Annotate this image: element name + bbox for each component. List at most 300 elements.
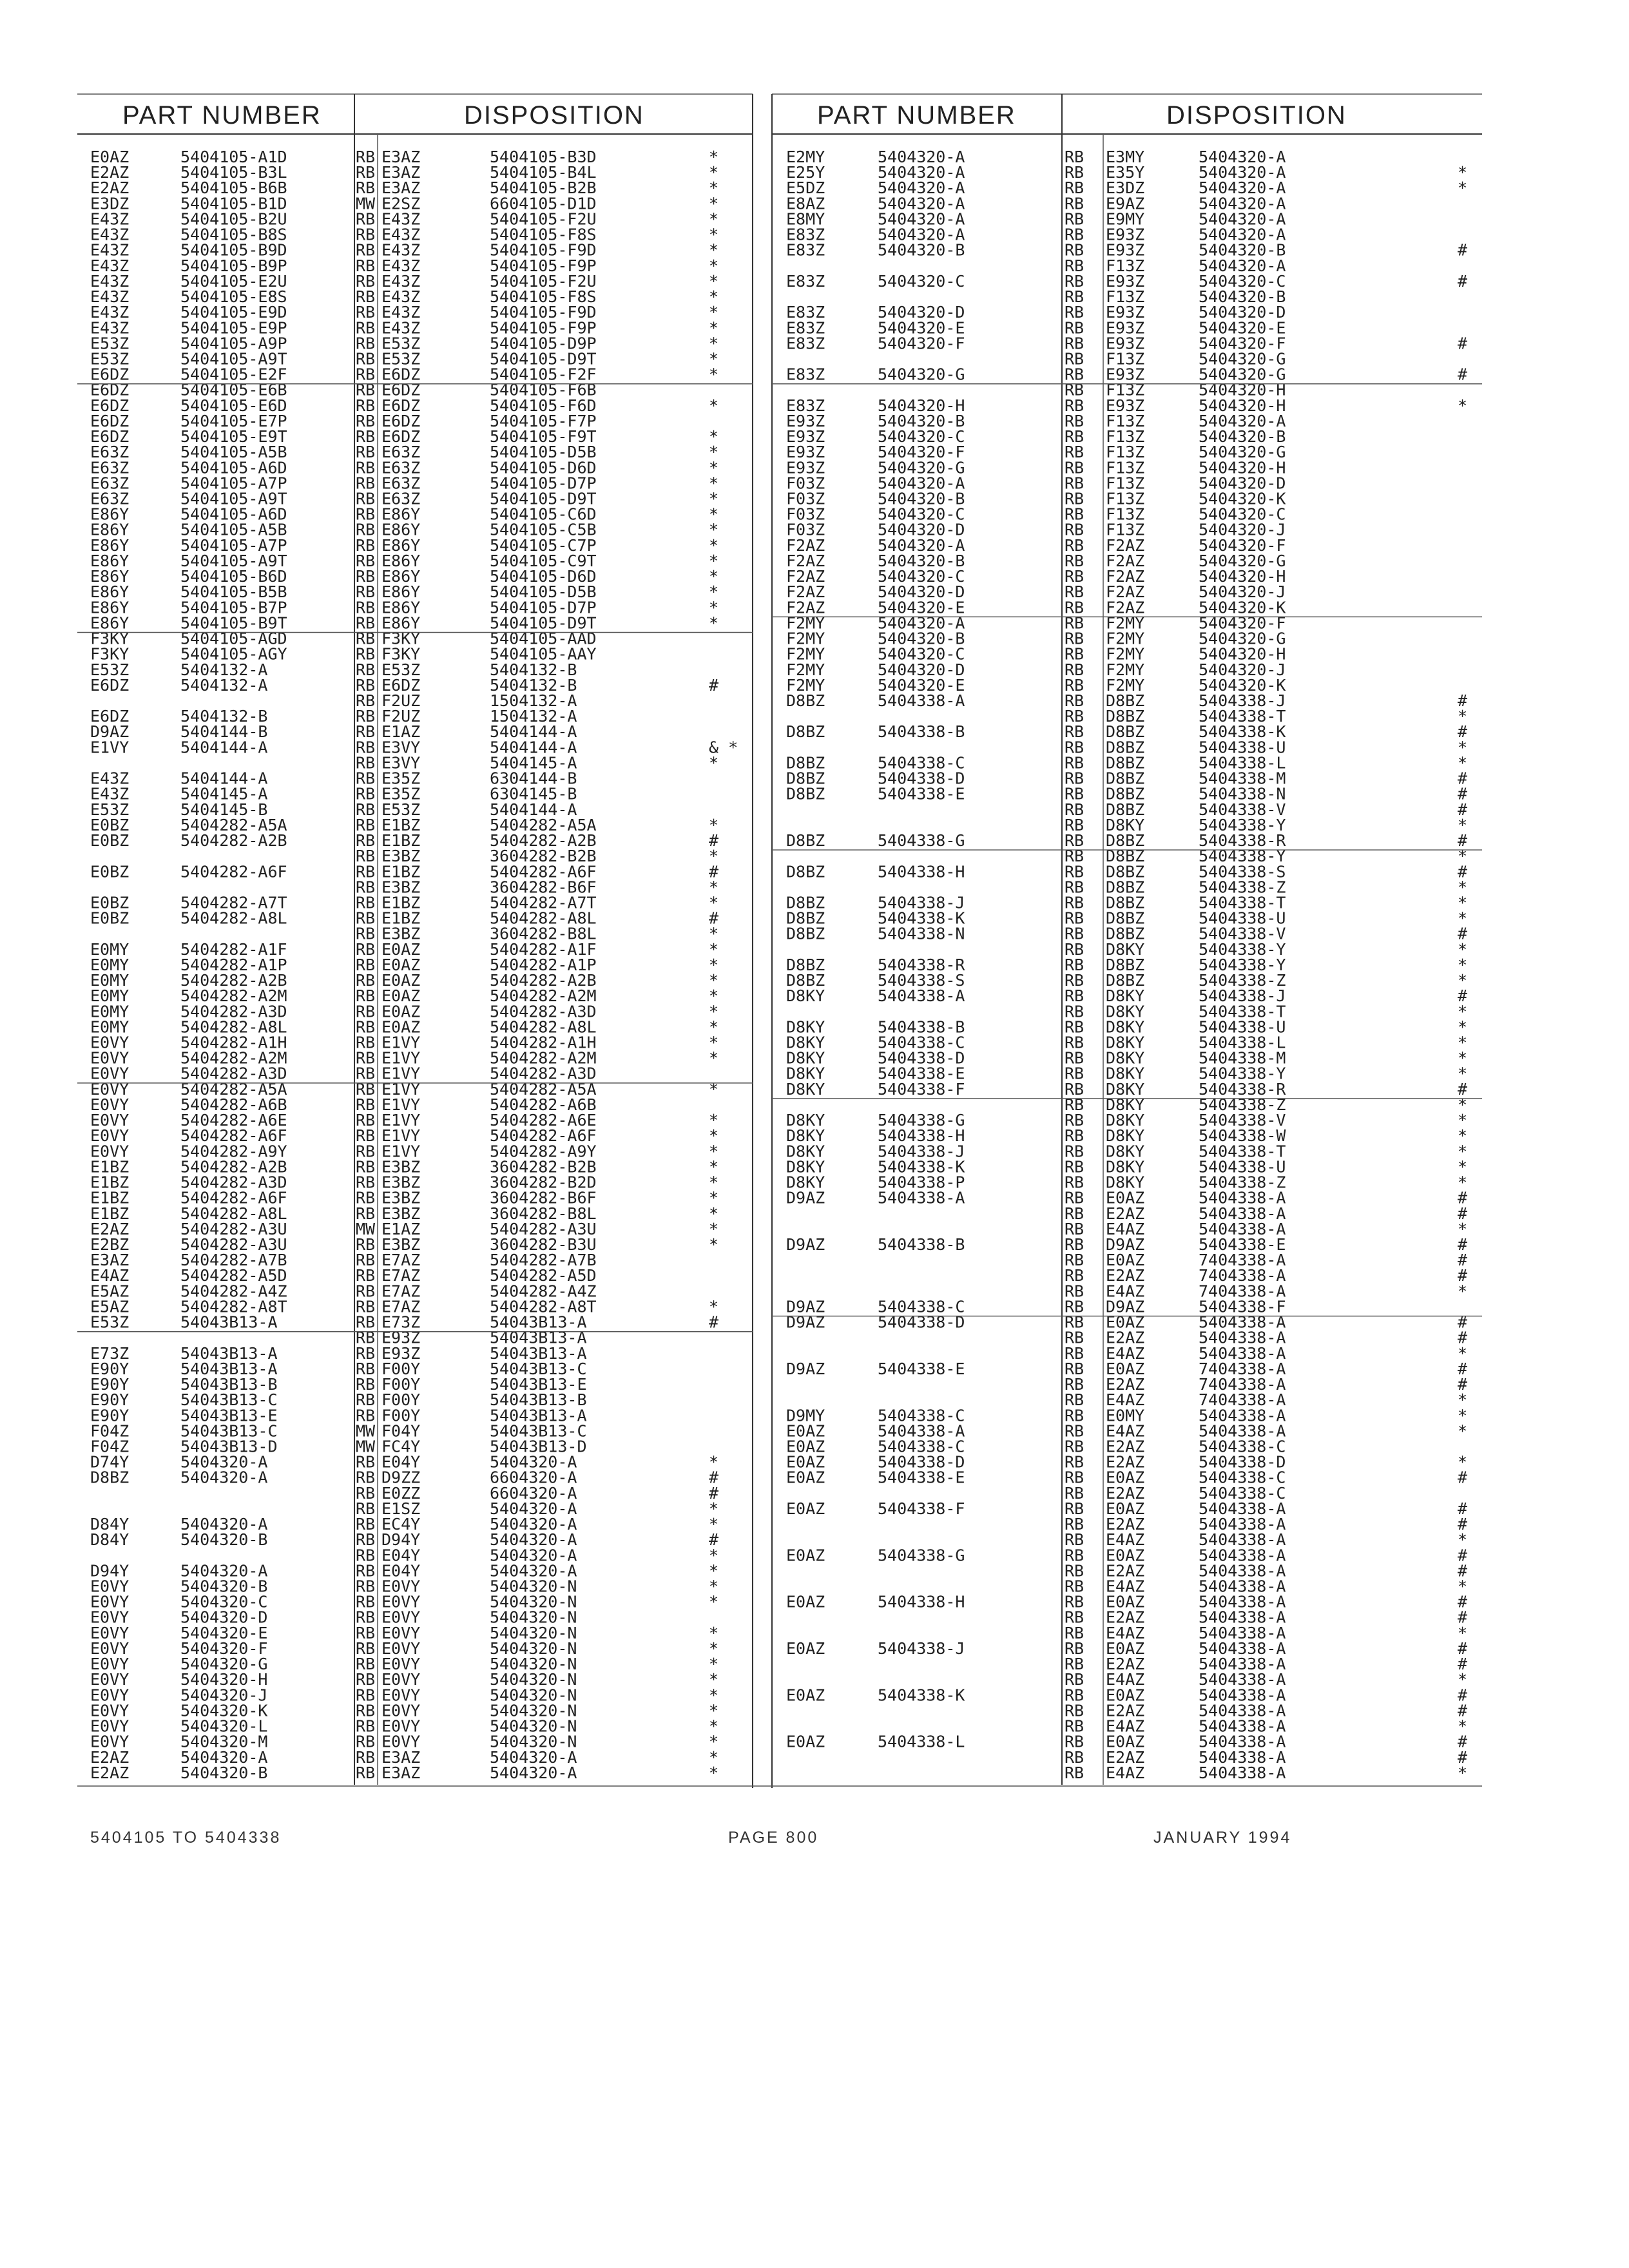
cell-new-part: 5404105-C9T	[490, 552, 597, 570]
cell-prefix: F2MY	[786, 613, 825, 633]
cell-new-prefix: F13Z	[1106, 505, 1145, 524]
cell-new-part: 5404338-Z	[1199, 878, 1286, 897]
cell-new-prefix: D8KY	[1106, 1142, 1145, 1161]
cell-new-prefix: E2AZ	[1106, 1328, 1145, 1347]
cell-flag: *	[709, 971, 719, 990]
cell-new-part: 5404338-U	[1199, 1157, 1286, 1177]
cell-new-part: 5404338-A	[1199, 1421, 1286, 1441]
cell-code: RB	[356, 800, 376, 819]
cell-part: 5404105-E2F	[180, 365, 287, 384]
cell-prefix: E0VY	[90, 1064, 130, 1083]
cell-code: RB	[356, 334, 376, 353]
cell-prefix: E83Z	[786, 318, 825, 338]
cell-flag: *	[1458, 1530, 1468, 1550]
cell-new-prefix: E0VY	[381, 1655, 421, 1674]
cell-new-part: 5404338-Z	[1199, 971, 1286, 990]
cell-new-prefix: E0AZ	[381, 986, 421, 1006]
cell-flag: #	[709, 908, 719, 928]
cell-part: 5404282-A2M	[180, 1048, 287, 1068]
cell-prefix: E83Z	[786, 303, 825, 322]
cell-code: RB	[356, 1561, 376, 1581]
cell-prefix: D8BZ	[786, 924, 825, 943]
cell-code: RB	[1065, 552, 1084, 570]
cell-code: RB	[356, 1530, 376, 1550]
cell-prefix: F2MY	[786, 629, 825, 648]
cell-new-part: 5404338-C	[1199, 1483, 1286, 1503]
cell-new-part: 5404338-T	[1199, 893, 1286, 912]
cell-new-part: 5404338-A	[1199, 1188, 1286, 1207]
cell-new-part: 5404338-A	[1199, 1701, 1286, 1720]
cell-prefix: E90Y	[90, 1390, 130, 1410]
cell-part: 5404320-A	[180, 1561, 268, 1581]
cell-new-part: 5404338-U	[1199, 738, 1286, 757]
cell-code: RB	[1065, 1468, 1084, 1487]
cell-part: 5404320-A	[180, 1468, 268, 1487]
cell-part: 5404320-G	[878, 458, 965, 477]
cell-part: 5404338-C	[878, 1406, 965, 1425]
cell-part: 5404282-A6E	[180, 1111, 287, 1130]
cell-part: 5404338-F	[878, 1079, 965, 1099]
cell-prefix: E0BZ	[90, 815, 130, 834]
cell-flag: *	[1458, 1343, 1468, 1363]
cell-code: MW	[356, 1421, 376, 1441]
cell-part: 5404338-C	[878, 753, 965, 773]
cell-new-part: 5404338-V	[1199, 924, 1286, 943]
cell-new-prefix: D8BZ	[1106, 971, 1145, 990]
cell-new-prefix: E4AZ	[1106, 1421, 1145, 1441]
cell-new-prefix: F2UZ	[381, 691, 421, 710]
cell-new-part: 5404320-N	[490, 1732, 577, 1751]
cell-part: 5404338-H	[878, 862, 965, 881]
cell-flag: #	[1458, 1312, 1468, 1332]
cell-new-prefix: F00Y	[381, 1375, 421, 1394]
cell-new-prefix: E0AZ	[1106, 1312, 1145, 1332]
cell-prefix: E63Z	[90, 443, 130, 462]
cell-part: 5404338-A	[878, 1421, 965, 1441]
cell-part: 5404320-C	[878, 271, 965, 291]
cell-code: RB	[1065, 209, 1084, 229]
cell-new-prefix: E93Z	[1106, 225, 1145, 244]
cell-new-part: 7404338-A	[1199, 1390, 1286, 1410]
cell-prefix: E0MY	[90, 939, 130, 959]
cell-new-prefix: D8KY	[1106, 815, 1145, 834]
cell-new-prefix: E43Z	[381, 209, 421, 229]
cell-part: 5404105-E8S	[180, 287, 287, 306]
cell-new-part: 3604282-B8L	[490, 1204, 597, 1223]
cell-new-prefix: E43Z	[381, 287, 421, 306]
cell-part: 5404105-E9D	[180, 303, 287, 322]
cell-flag: *	[709, 427, 719, 447]
cell-code: RB	[1065, 1002, 1084, 1021]
cell-part: 5404338-H	[878, 1126, 965, 1146]
cell-part: 5404105-AGY	[180, 644, 287, 664]
cell-prefix: D9AZ	[786, 1235, 825, 1254]
cell-flag: #	[1458, 1655, 1468, 1674]
cell-code: RB	[356, 878, 376, 897]
cell-part: 5404105-B2U	[180, 209, 287, 229]
cell-prefix: E0VY	[90, 1048, 130, 1068]
cell-new-prefix: E1VY	[381, 1079, 421, 1099]
cell-code: RB	[1065, 427, 1084, 447]
cell-code: RB	[1065, 1623, 1084, 1642]
cell-new-part: 5404105-B2B	[490, 178, 597, 198]
cell-new-part: 6604105-D1D	[490, 194, 597, 213]
cell-new-prefix: E86Y	[381, 552, 421, 570]
cell-prefix: E83Z	[786, 271, 825, 291]
cell-new-part: 5404282-A8L	[490, 1017, 597, 1037]
cell-part: 5404320-D	[878, 520, 965, 539]
cell-prefix: D8BZ	[786, 955, 825, 974]
cell-flag: #	[709, 1483, 719, 1503]
cell-part: 5404320-C	[878, 644, 965, 664]
cell-new-prefix: D8BZ	[1106, 738, 1145, 757]
cell-part: 5404320-A	[878, 148, 965, 166]
cell-new-prefix: E4AZ	[1106, 1282, 1145, 1301]
cell-code: RB	[1065, 505, 1084, 524]
cell-new-prefix: D8BZ	[1106, 691, 1145, 710]
cell-prefix: E0AZ	[786, 1732, 825, 1751]
cell-new-prefix: E4AZ	[1106, 1219, 1145, 1238]
cell-prefix: F03Z	[786, 474, 825, 493]
cell-code: RB	[1065, 1390, 1084, 1410]
cell-flag: #	[1458, 862, 1468, 881]
cell-code: RB	[1065, 675, 1084, 695]
cell-new-part: 54043B13-A	[490, 1328, 587, 1347]
cell-prefix: F2AZ	[786, 535, 825, 555]
cell-code: RB	[1065, 878, 1084, 897]
cell-prefix: E0MY	[90, 971, 130, 990]
cell-code: RB	[356, 893, 376, 912]
cell-flag: *	[709, 505, 719, 524]
cell-new-part: 5404320-N	[490, 1655, 577, 1674]
cell-prefix: E93Z	[786, 458, 825, 477]
cell-new-part: 5404105-B4L	[490, 163, 597, 182]
cell-code: RB	[1065, 1328, 1084, 1347]
cell-new-prefix: E0AZ	[381, 939, 421, 959]
table-row	[1065, 1763, 1467, 1782]
cell-prefix: E0VY	[90, 1126, 130, 1146]
cell-part: 5404282-A3D	[180, 1064, 287, 1083]
cell-new-prefix: F2AZ	[1106, 535, 1145, 555]
cell-part: 5404320-J	[180, 1686, 268, 1705]
cell-new-prefix: F13Z	[1106, 458, 1145, 477]
cell-code: RB	[1065, 567, 1084, 586]
cell-part: 54043B13-B	[180, 1375, 278, 1394]
cell-part: 5404105-B9P	[180, 256, 287, 275]
cell-prefix: D8BZ	[786, 784, 825, 803]
cell-code: RB	[356, 1111, 376, 1130]
cell-flag: *	[709, 1142, 719, 1161]
cell-code: RB	[1065, 1126, 1084, 1146]
cell-new-prefix: E2AZ	[1106, 1701, 1145, 1720]
cell-new-part: 5404320-H	[1199, 396, 1286, 415]
cell-code: RB	[356, 148, 376, 166]
cell-code: RB	[356, 163, 376, 182]
cell-flag: #	[1458, 1592, 1468, 1611]
cell-prefix: D8BZ	[786, 722, 825, 742]
cell-new-part: 5404320-J	[1199, 582, 1286, 602]
cell-prefix: D8BZ	[786, 908, 825, 928]
cell-new-prefix: D8KY	[1106, 1095, 1145, 1114]
cell-new-prefix: D8BZ	[1106, 924, 1145, 943]
cell-part: 5404338-J	[878, 1639, 965, 1658]
cell-code: RB	[356, 1188, 376, 1207]
right-rows	[786, 148, 1467, 1782]
cell-prefix: D74Y	[90, 1452, 130, 1472]
cell-new-part: 5404105-F7P	[490, 411, 597, 430]
cell-new-prefix: E1AZ	[381, 722, 421, 742]
cell-new-part: 5404338-Z	[1199, 1173, 1286, 1192]
cell-flag: *	[709, 334, 719, 353]
cell-prefix: E90Y	[90, 1406, 130, 1425]
cell-new-prefix: E0MY	[1106, 1406, 1145, 1425]
cell-new-part: 54043B13-C	[490, 1421, 587, 1441]
cell-new-part: 3604282-B2D	[490, 1173, 597, 1192]
cell-prefix: E53Z	[90, 349, 130, 369]
cell-code: RB	[356, 1142, 376, 1161]
cell-prefix: D9AZ	[786, 1312, 825, 1332]
cell-code: RB	[1065, 1670, 1084, 1689]
cell-new-part: 5404282-A8L	[490, 908, 597, 928]
cell-new-part: 5404105-C6D	[490, 505, 597, 524]
cell-part: 5404282-A8T	[180, 1297, 287, 1316]
cell-prefix: E83Z	[786, 225, 825, 244]
cell-new-prefix: E2AZ	[1106, 1655, 1145, 1674]
cell-new-part: 5404282-A6B	[490, 1095, 597, 1114]
cell-new-part: 1504132-A	[490, 691, 577, 710]
cell-flag: *	[1458, 1421, 1468, 1441]
cell-code: RB	[356, 924, 376, 943]
cell-flag: *	[1458, 815, 1468, 834]
page-footer	[90, 1829, 1291, 1847]
cell-new-prefix: E93Z	[381, 1328, 421, 1347]
cell-new-part: 5404320-J	[1199, 520, 1286, 539]
cell-new-part: 5404282-A2B	[490, 971, 597, 990]
cell-code: RB	[356, 862, 376, 881]
cell-new-prefix: E1BZ	[381, 831, 421, 850]
cell-flag: #	[1458, 240, 1468, 260]
cell-code: RB	[1065, 1312, 1084, 1332]
cell-prefix: E0VY	[90, 1686, 130, 1705]
cell-new-prefix: E43Z	[381, 225, 421, 244]
cell-part: 5404105-B5B	[180, 582, 287, 602]
cell-new-prefix: D8KY	[1106, 1079, 1145, 1099]
cell-code: RB	[356, 458, 376, 477]
cell-part: 5404282-A8L	[180, 1204, 287, 1223]
cell-new-part: 5404338-Y	[1199, 939, 1286, 959]
cell-part: 5404105-A1D	[180, 148, 287, 166]
cell-flag: *	[709, 178, 719, 198]
cell-code: RB	[356, 505, 376, 524]
cell-new-prefix: E1SZ	[381, 1499, 421, 1518]
cell-new-part: 5404338-L	[1199, 753, 1286, 773]
cell-part: 5404338-J	[878, 1142, 965, 1161]
cell-prefix: E0AZ	[786, 1686, 825, 1705]
cell-code: RB	[1065, 862, 1084, 881]
cell-new-part: 5404320-A	[1199, 256, 1286, 275]
cell-code: RB	[1065, 1639, 1084, 1658]
cell-code: RB	[1065, 691, 1084, 710]
cell-new-part: 5404320-D	[1199, 303, 1286, 322]
cell-code: RB	[356, 287, 376, 306]
cell-flag: *	[709, 1639, 719, 1658]
cell-new-prefix: F13Z	[1106, 380, 1145, 399]
cell-prefix: E0VY	[90, 1095, 130, 1114]
cell-part: 5404282-A7T	[180, 893, 287, 912]
cell-new-prefix: E1BZ	[381, 893, 421, 912]
cell-new-part: 5404105-F9P	[490, 256, 597, 275]
cell-prefix: E5AZ	[90, 1282, 130, 1301]
cell-code: RB	[1065, 1343, 1084, 1363]
cell-prefix: E6DZ	[90, 396, 130, 415]
cell-flag: *	[709, 567, 719, 586]
column-headers	[122, 101, 1347, 130]
cell-new-prefix: F2AZ	[1106, 567, 1145, 586]
cell-new-prefix: E3AZ	[381, 163, 421, 182]
cell-new-part: 5404105-D7P	[490, 598, 597, 617]
cell-prefix: E1BZ	[90, 1173, 130, 1192]
footer-range: 5404105 TO 5404338	[90, 1829, 282, 1847]
cell-flag: *	[709, 1577, 719, 1596]
cell-part: 5404338-R	[878, 955, 965, 974]
cell-new-part: 5404320-A	[1199, 225, 1286, 244]
cell-code: RB	[1065, 1235, 1084, 1254]
cell-code: RB	[1065, 443, 1084, 462]
cell-new-prefix: E3BZ	[381, 924, 421, 943]
cell-new-part: 5404282-A1F	[490, 939, 597, 959]
cell-new-prefix: D9AZ	[1106, 1297, 1145, 1316]
cell-prefix: E90Y	[90, 1375, 130, 1394]
cell-new-part: 5404282-A7T	[490, 893, 597, 912]
cell-code: RB	[1065, 908, 1084, 928]
cell-new-part: 5404338-A	[1199, 1530, 1286, 1550]
cell-prefix: E2AZ	[90, 1763, 130, 1782]
cell-new-part: 5404282-A5A	[490, 815, 597, 834]
cell-code: RB	[356, 613, 376, 633]
left-rows	[90, 148, 738, 1782]
cell-new-prefix: E0AZ	[1106, 1251, 1145, 1270]
cell-new-part: 5404144-A	[490, 738, 577, 757]
cell-new-prefix: E2AZ	[1106, 1561, 1145, 1581]
cell-flag: #	[1458, 1251, 1468, 1270]
cell-new-prefix: E2AZ	[1106, 1747, 1145, 1767]
cell-code: RB	[356, 1251, 376, 1270]
cell-prefix: E1VY	[90, 738, 130, 757]
cell-code: RB	[1065, 707, 1084, 726]
cell-code: RB	[1065, 1033, 1084, 1052]
cell-new-part: 7404338-A	[1199, 1359, 1286, 1378]
cell-new-prefix: E3AZ	[381, 1747, 421, 1767]
cell-new-part: 5404105-F6B	[490, 380, 597, 399]
cell-part: 54043B13-A	[180, 1343, 278, 1363]
cell-new-part: 6304144-B	[490, 769, 577, 788]
cell-code: RB	[1065, 1359, 1084, 1378]
cell-new-prefix: E2AZ	[1106, 1515, 1145, 1534]
cell-new-part: 5404338-A	[1199, 1608, 1286, 1627]
cell-new-part: 5404338-A	[1199, 1763, 1286, 1782]
cell-new-prefix: E6DZ	[381, 427, 421, 447]
cell-flag: *	[709, 303, 719, 322]
cell-part: 5404320-L	[180, 1716, 268, 1736]
cell-code: RB	[356, 178, 376, 198]
cell-new-prefix: E3BZ	[381, 1204, 421, 1223]
cell-new-part: 5404338-A	[1199, 1670, 1286, 1689]
cell-part: 5404320-A	[878, 194, 965, 213]
cell-flag: #	[1458, 691, 1468, 710]
cell-code: RB	[356, 225, 376, 244]
cell-prefix: E43Z	[90, 287, 130, 306]
cell-new-prefix: E0VY	[381, 1592, 421, 1611]
cell-new-prefix: F00Y	[381, 1406, 421, 1425]
cell-code: RB	[356, 1282, 376, 1301]
cell-new-prefix: D8BZ	[1106, 707, 1145, 726]
cell-prefix: D8KY	[786, 1126, 825, 1146]
cell-code: RB	[356, 1670, 376, 1689]
cell-code: RB	[356, 271, 376, 291]
cell-code: RB	[356, 908, 376, 928]
cell-prefix: E0VY	[90, 1732, 130, 1751]
cell-prefix: E6DZ	[90, 707, 130, 726]
cell-code: RB	[356, 1639, 376, 1658]
cell-code: RB	[356, 1655, 376, 1674]
cell-part: 5404320-A	[878, 225, 965, 244]
cell-new-part: 5404105-D9P	[490, 334, 597, 353]
cell-code: RB	[1065, 1499, 1084, 1518]
cell-new-part: 5404338-T	[1199, 1002, 1286, 1021]
cell-code: RB	[1065, 1686, 1084, 1705]
cell-flag: *	[1458, 1670, 1468, 1689]
cell-flag: *	[1458, 1452, 1468, 1472]
cell-part: 5404105-B6B	[180, 178, 287, 198]
cell-code: RB	[1065, 1437, 1084, 1456]
cell-new-part: 5404338-A	[1199, 1561, 1286, 1581]
cell-code: RB	[1065, 256, 1084, 275]
cell-code: RB	[356, 1266, 376, 1285]
cell-part: 5404338-B	[878, 1235, 965, 1254]
cell-new-part: 5404338-C	[1199, 1437, 1286, 1456]
cell-code: RB	[1065, 1266, 1084, 1285]
cell-new-part: 54043B13-C	[490, 1359, 587, 1378]
cell-new-prefix: E93Z	[381, 1343, 421, 1363]
cell-flag: *	[709, 443, 719, 462]
cell-new-prefix: E3VY	[381, 738, 421, 757]
cell-part: 5404338-H	[878, 1592, 965, 1611]
cell-code: RB	[1065, 148, 1084, 166]
cell-code: RB	[1065, 598, 1084, 617]
cell-flag: *	[709, 1204, 719, 1223]
cell-new-prefix: D8KY	[1106, 1126, 1145, 1146]
cell-flag: #	[1458, 1608, 1468, 1627]
cell-prefix: F2AZ	[786, 598, 825, 617]
cell-part: 5404105-E9T	[180, 427, 287, 447]
cell-code: RB	[356, 691, 376, 710]
cell-code: RB	[1065, 1655, 1084, 1674]
cell-new-prefix: F2UZ	[381, 707, 421, 726]
cell-flag: *	[1458, 1577, 1468, 1596]
cell-flag: *	[709, 474, 719, 493]
cell-code: RB	[356, 1064, 376, 1083]
cell-part: 5404282-A2B	[180, 1157, 287, 1177]
cell-prefix: E0MY	[90, 955, 130, 974]
cell-flag: *	[1458, 1095, 1468, 1114]
cell-code: RB	[1065, 240, 1084, 260]
cell-new-prefix: E4AZ	[1106, 1623, 1145, 1642]
cell-new-part: 5404282-A7B	[490, 1251, 597, 1270]
cell-flag: *	[709, 1686, 719, 1705]
cell-part: 5404105-A7P	[180, 474, 287, 493]
cell-code: RB	[1065, 1452, 1084, 1472]
cell-prefix: E0VY	[90, 1716, 130, 1736]
